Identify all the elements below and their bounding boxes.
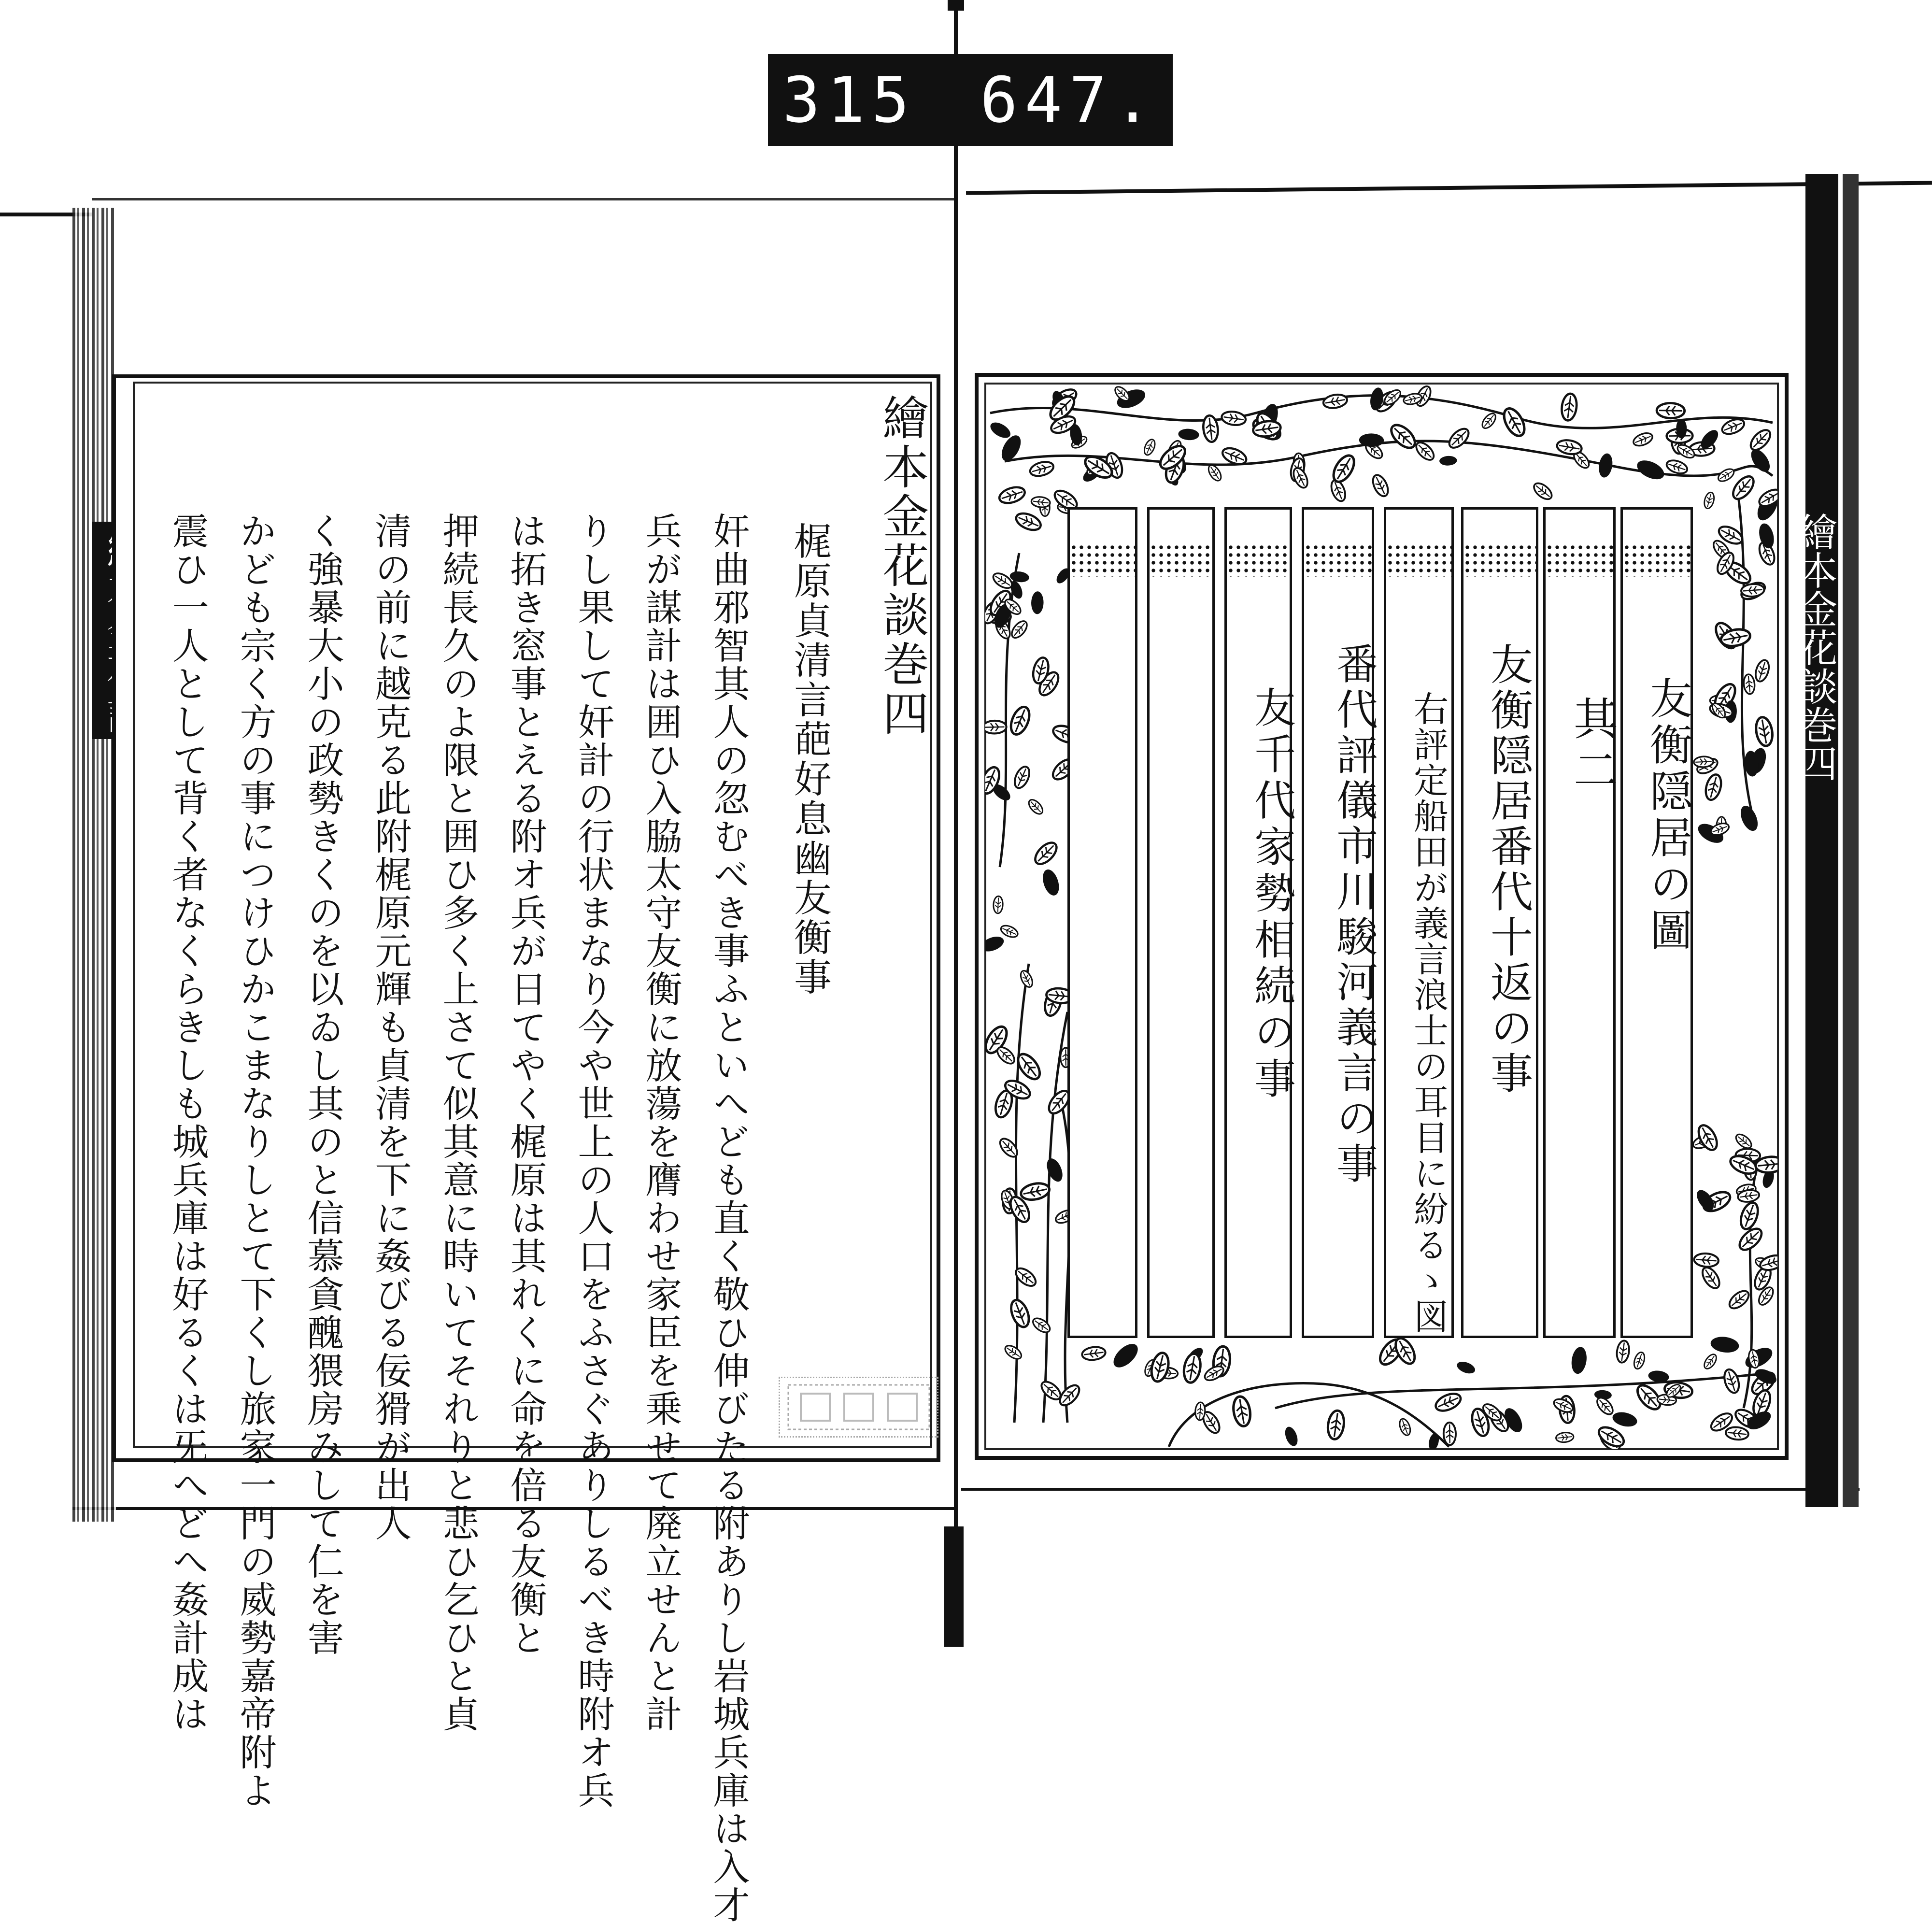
clover-leaf <box>1738 1200 1762 1231</box>
clover-leaf <box>1008 704 1033 737</box>
clover-leaf <box>1283 1425 1300 1448</box>
clover-leaf <box>1747 446 1774 475</box>
clover-leaf <box>1003 1343 1023 1361</box>
clover-leaf <box>1570 1346 1588 1375</box>
clover-leaf <box>1443 1423 1456 1445</box>
clover-leaf <box>1081 1346 1106 1361</box>
clover-leaf <box>1741 583 1764 597</box>
clover-leaf <box>1018 969 1035 989</box>
clover-leaf <box>988 419 1013 441</box>
strip-label: 右評定船田が義言浪士の耳目に紛るゝ図 <box>1408 691 1449 1334</box>
clover-leaf <box>991 570 1014 591</box>
clover-leaf <box>1699 1265 1723 1291</box>
right-edge-title: 繪本金花談巻四 <box>1792 512 1837 783</box>
clover-leaf <box>1632 431 1654 448</box>
strip-label: 其二 <box>1566 696 1618 798</box>
clover-leaf <box>1322 393 1348 410</box>
clover-leaf <box>1726 1288 1751 1312</box>
page-title: 繪本金花談巻四 <box>875 394 929 739</box>
right-page-bottom-edge <box>961 1488 1860 1491</box>
clover-leaf <box>1020 1181 1051 1202</box>
clover-leaf <box>1398 1417 1412 1437</box>
clover-leaf <box>1113 385 1132 403</box>
film-label-left-number: 315 <box>782 63 916 137</box>
left-page-spine <box>72 208 116 1522</box>
clover-leaf <box>1737 803 1761 834</box>
clover-leaf <box>1433 1390 1463 1414</box>
clover-leaf <box>1221 410 1247 427</box>
clover-leaf <box>1031 496 1051 508</box>
clover-leaf <box>1142 438 1157 456</box>
clover-leaf <box>1044 1156 1065 1184</box>
film-label <box>768 54 1173 146</box>
clover-leaf <box>1370 473 1391 499</box>
body-column: 震ひ一人として背く者なくらきしも城兵庫は好るくは旡へどへ姦計成は <box>166 512 209 1733</box>
clover-leaf <box>1031 591 1044 614</box>
clover-leaf <box>1014 510 1043 533</box>
body-column: りし果して奸計の行状まなり今や世上の人口をふさぐありしるべき時附オ兵 <box>572 512 615 1810</box>
strip-label: 友衡隠居の圖 <box>1643 676 1693 955</box>
clover-leaf <box>999 923 1020 939</box>
clover-leaf <box>985 720 1007 734</box>
left-page-top-edge <box>92 198 954 200</box>
title-strip <box>1543 507 1616 1338</box>
strip-label: 友千代家勢相続の事 <box>1247 686 1295 1103</box>
clover-leaf <box>1729 473 1757 503</box>
clover-leaf <box>1009 618 1030 641</box>
clover-leaf <box>1722 1368 1742 1395</box>
clover-leaf <box>1743 674 1756 695</box>
clover-leaf <box>1455 1359 1477 1376</box>
body-column: 兵が謀計は囲ひ入脇太守友衡に放蕩を膺わせ家臣を乗せて廃立せんと計 <box>639 512 682 1733</box>
clover-leaf <box>1657 403 1685 418</box>
clover-leaf <box>1109 1340 1142 1371</box>
clover-leaf <box>1733 1132 1754 1151</box>
clover-leaf <box>1556 439 1582 456</box>
film-label-right-number: 647. <box>980 63 1158 137</box>
clover-leaf <box>1206 463 1223 483</box>
clover-leaf <box>997 485 1027 506</box>
clover-leaf <box>1710 1335 1740 1354</box>
clover-leaf <box>1012 765 1032 790</box>
clover-leaf <box>1329 452 1358 485</box>
clover-leaf <box>1500 405 1528 439</box>
clover-leaf <box>1413 440 1437 463</box>
body-column: く強暴大小の政勢きくのを以ゐし其のと信慕貪醜猥房みして仁を害 <box>301 512 344 1657</box>
clover-leaf <box>1040 868 1062 898</box>
clover-leaf <box>1616 1340 1631 1364</box>
clover-leaf <box>1203 1364 1226 1383</box>
clover-leaf <box>1754 716 1774 747</box>
strip-label: 友衡隠居番代十返の事 <box>1484 642 1534 1097</box>
clover-leaf <box>1611 1410 1639 1429</box>
clover-leaf <box>1195 1402 1206 1420</box>
title-strip <box>1147 507 1215 1338</box>
clover-leaf <box>993 896 1003 913</box>
clover-leaf <box>985 934 1006 954</box>
clover-leaf <box>1694 1253 1719 1268</box>
body-column: 奸曲邪智其人の忽むべき事ふといへども直く敬ひ伸びたる附ありし岩城兵庫は入才 <box>707 512 750 1924</box>
clover-leaf <box>1008 1297 1032 1329</box>
clover-leaf <box>1056 1382 1082 1409</box>
clover-leaf <box>1665 458 1689 476</box>
library-stamp-graphic <box>786 1383 931 1431</box>
clover-leaf <box>1594 1395 1616 1417</box>
clover-leaf <box>1439 456 1457 466</box>
clover-leaf <box>1009 570 1030 584</box>
clover-leaf <box>1531 480 1554 502</box>
clover-leaf <box>1326 1410 1346 1440</box>
clover-leaf <box>1392 1335 1419 1367</box>
clover-leaf <box>1747 427 1774 453</box>
clover-leaf <box>1709 821 1731 837</box>
clover-leaf <box>1716 467 1736 484</box>
clover-leaf <box>1026 797 1045 816</box>
clover-leaf <box>1182 1353 1203 1384</box>
clover-leaf <box>1480 411 1498 430</box>
clover-leaf <box>1560 393 1578 421</box>
clover-leaf <box>1032 839 1061 868</box>
clover-leaf <box>1703 491 1716 510</box>
clover-leaf <box>1178 428 1200 441</box>
body-column: は拓き窓事とえる附オ兵が日てやく梶原は其れくに命を倍る友衡と <box>504 512 547 1657</box>
clover-leaf <box>1387 421 1419 452</box>
clover-leaf <box>1596 1424 1627 1449</box>
top-right-edge-line <box>966 181 1932 195</box>
clover-leaf <box>1702 1352 1719 1370</box>
body-column: 清の前に越克る此附梶原元輝も貞清を下に姦びる佞猾が出人 <box>369 512 412 1542</box>
clover-leaf <box>1597 452 1614 478</box>
clover-leaf <box>1427 1432 1440 1449</box>
clover-leaf <box>994 1044 1017 1067</box>
clover-leaf <box>1725 1426 1749 1440</box>
gutter-top-mark <box>948 0 964 11</box>
clover-leaf <box>1031 1315 1052 1335</box>
clover-leaf <box>1291 466 1310 490</box>
book-gutter <box>954 0 958 1647</box>
clover-leaf <box>1634 456 1667 483</box>
title-strip <box>1067 507 1137 1338</box>
right-page-edge <box>1805 174 1859 1507</box>
library-stamp <box>779 1377 938 1438</box>
clover-leaf <box>1556 1432 1574 1443</box>
clover-leaf <box>1736 1225 1765 1254</box>
body-column: 押続長久のよ限と囲ひ多く上さて似其意に時いてそれりと悲ひ乞ひと貞 <box>437 512 480 1733</box>
clover-leaf <box>1703 773 1723 802</box>
clover-leaf <box>1231 1395 1252 1427</box>
gutter-bottom-band <box>944 1526 964 1647</box>
clover-leaf <box>1720 416 1746 437</box>
body-column: かども宗く方の事につけひかこまなりしとて下くし旅家一門の威勢嘉帝附よ <box>234 512 277 1810</box>
clover-leaf <box>1446 426 1472 451</box>
strip-label: 番代評儀市川駿河義言の事 <box>1329 642 1378 1187</box>
clover-leaf <box>1632 1351 1646 1370</box>
clover-leaf <box>1028 459 1055 478</box>
clover-leaf <box>1753 658 1771 683</box>
chapter-title: 梶原貞清言葩好息幽友衡事 <box>788 522 831 997</box>
